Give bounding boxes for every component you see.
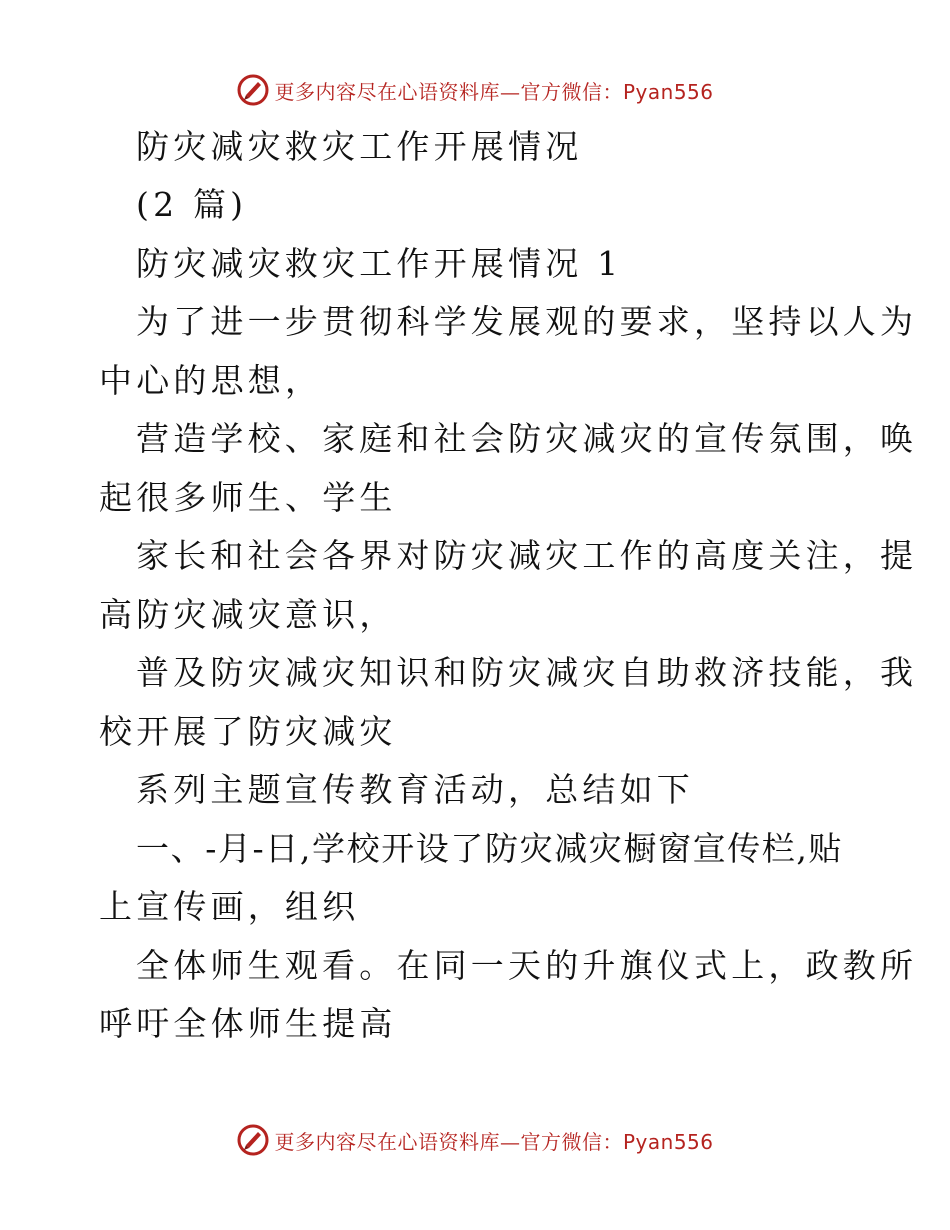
footer-contact-id: Pyan556	[622, 1129, 714, 1154]
pen-logo-icon	[236, 73, 270, 107]
header-contact-id: Pyan556	[622, 79, 714, 104]
paragraph-line: 营造学校、家庭和社会防灾减灾的宣传氛围，唤	[136, 419, 918, 458]
header-banner	[0, 70, 950, 110]
paragraph-line: 为了进一步贯彻科学发展观的要求，坚持以人为	[136, 302, 918, 341]
pen-logo-icon	[236, 1123, 270, 1157]
paragraph-line: 上宣传画，组织	[99, 887, 360, 926]
header-contact-label: 官方微信：	[520, 79, 623, 104]
footer-banner	[0, 1120, 950, 1160]
paragraph-line: 全体师生观看。在同一天的升旗仪式上，政教所	[136, 946, 918, 985]
footer-site-name: 更多内容尽在心语资料库	[274, 1129, 500, 1154]
header-site-name: 更多内容尽在心语资料库	[274, 79, 500, 104]
footer-separator: —	[499, 1129, 521, 1154]
doc-section-heading: 防灾减灾救灾工作开展情况 1	[136, 244, 623, 283]
paragraph-line: 起很多师生、学生	[99, 478, 397, 517]
paragraph-line: 中心的思想，	[99, 361, 323, 400]
paragraph-line: 呼吁全体师生提高	[99, 1004, 397, 1043]
footer-banner-text	[274, 1126, 713, 1155]
paragraph-line: 系列主题宣传教育活动，总结如下	[136, 770, 694, 809]
paragraph-line: 一、-月-日,学校开设了防灾减灾橱窗宣传栏,贴	[136, 829, 844, 868]
footer-contact-label: 官方微信：	[520, 1129, 623, 1154]
paragraph-line: 校开展了防灾减灾	[99, 712, 397, 751]
paragraph-line: 家长和社会各界对防灾减灾工作的高度关注，提	[136, 536, 918, 575]
paragraph-line: 普及防灾减灾知识和防灾减灾自助救济技能，我	[136, 653, 918, 692]
doc-subtitle: (2 篇)	[136, 185, 248, 224]
header-banner-text	[274, 76, 713, 105]
doc-title: 防灾减灾救灾工作开展情况	[136, 127, 583, 166]
header-separator: —	[499, 79, 521, 104]
paragraph-line: 高防灾减灾意识，	[99, 595, 397, 634]
